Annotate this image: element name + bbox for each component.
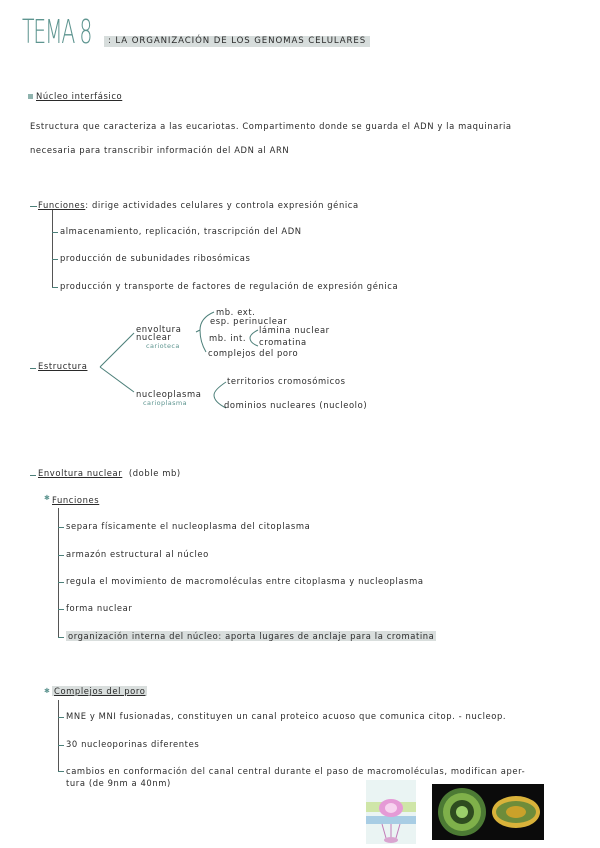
envoltura-heading-label: Envoltura nuclear: [38, 468, 123, 478]
envoltura-note: carioteca: [146, 342, 180, 350]
section-heading: Núcleo interfásico: [36, 91, 123, 101]
list-item: producción de subunidades ribosómicas: [60, 253, 251, 263]
bullet-icon: ✱: [44, 687, 50, 695]
branch: [58, 582, 64, 583]
list-item: [66, 632, 436, 640]
branch: [58, 527, 64, 528]
list-item: 30 nucleoporinas diferentes: [66, 739, 200, 749]
branch: [58, 609, 64, 610]
list-item: almacenamiento, replicación, trascripción del ADN: [60, 226, 302, 236]
list-item: regula el movimiento de macromoléculas entre citoplasma y nucleoplasma: [66, 576, 424, 586]
nucleoplasma-note: carioplasma: [143, 399, 188, 407]
list-item: producción y transporte de factores de regulación de expresión génica: [60, 281, 399, 291]
funciones-text: : dirige actividades celulares y controla expresión génica: [85, 200, 359, 210]
tree-line: [58, 700, 59, 772]
nuclear-pore-illustration: [366, 780, 416, 844]
branch: [58, 637, 64, 638]
envoltura-item: esp. perinuclear: [210, 316, 288, 326]
list-item-continuation: tura (de 9nm a 40nm): [66, 778, 171, 788]
list-item: separa físicamente el nucleoplasma del citoplasma: [66, 521, 311, 531]
list-item: armazón estructural al núcleo: [66, 549, 209, 559]
pore-complex-illustration: [432, 784, 544, 840]
branch: [58, 745, 64, 746]
branch: [58, 717, 64, 718]
envoltura-heading: [38, 469, 181, 477]
branch: [58, 555, 64, 556]
list-item: cambios en conformación del canal central durante el paso de macromoléculas, modifican aper-: [66, 766, 526, 776]
dash-marker: [30, 368, 36, 369]
poro-label: [52, 687, 147, 695]
envoltura-node: envoltura nuclear: [136, 324, 182, 343]
funciones-label: Funciones: [38, 200, 86, 210]
estructura-label: Estructura: [38, 361, 88, 371]
mb-int-item: lámina nuclear: [259, 325, 330, 335]
list-item: forma nuclear: [66, 603, 133, 613]
dash-marker: [30, 475, 36, 476]
branch: [58, 771, 64, 772]
nucleoplasma-item: dominios nucleares (nucleolo): [224, 400, 368, 410]
poro-label-text: Complejos del poro: [54, 686, 146, 696]
envoltura-funciones-label: Funciones: [52, 495, 100, 505]
paragraph-line: Estructura que caracteriza a las eucariotas. Compartimento donde se guarda el ADN y la maquinaria: [30, 121, 512, 131]
paragraph-line: necesaria para transcribir información del ADN al ARN: [30, 145, 290, 155]
bullet-icon: ✱: [44, 494, 50, 502]
list-item: MNE y MNI fusionadas, constituyen un canal proteico acuoso que comunica citop. - nucleop.: [66, 711, 507, 721]
envoltura-heading-note: (doble mb): [128, 468, 181, 478]
envoltura-item: complejos del poro: [208, 348, 299, 358]
envoltura-item: mb. ext.: [216, 307, 256, 317]
nucleoplasma-item: territorios cromosómicos: [227, 376, 346, 386]
page-subtitle: : LA ORGANIZACIÓN DE LOS GENOMAS CELULARES: [104, 36, 370, 47]
nucleoplasma-node: nucleoplasma: [136, 389, 202, 399]
mb-int-item: cromatina: [259, 337, 307, 347]
envoltura-item: mb. int.: [209, 333, 247, 343]
page-title: TEMA 8: [22, 12, 92, 51]
highlighted-text: organización interna del núcleo: aporta lugares de anclaje para la cromatina: [68, 631, 435, 641]
